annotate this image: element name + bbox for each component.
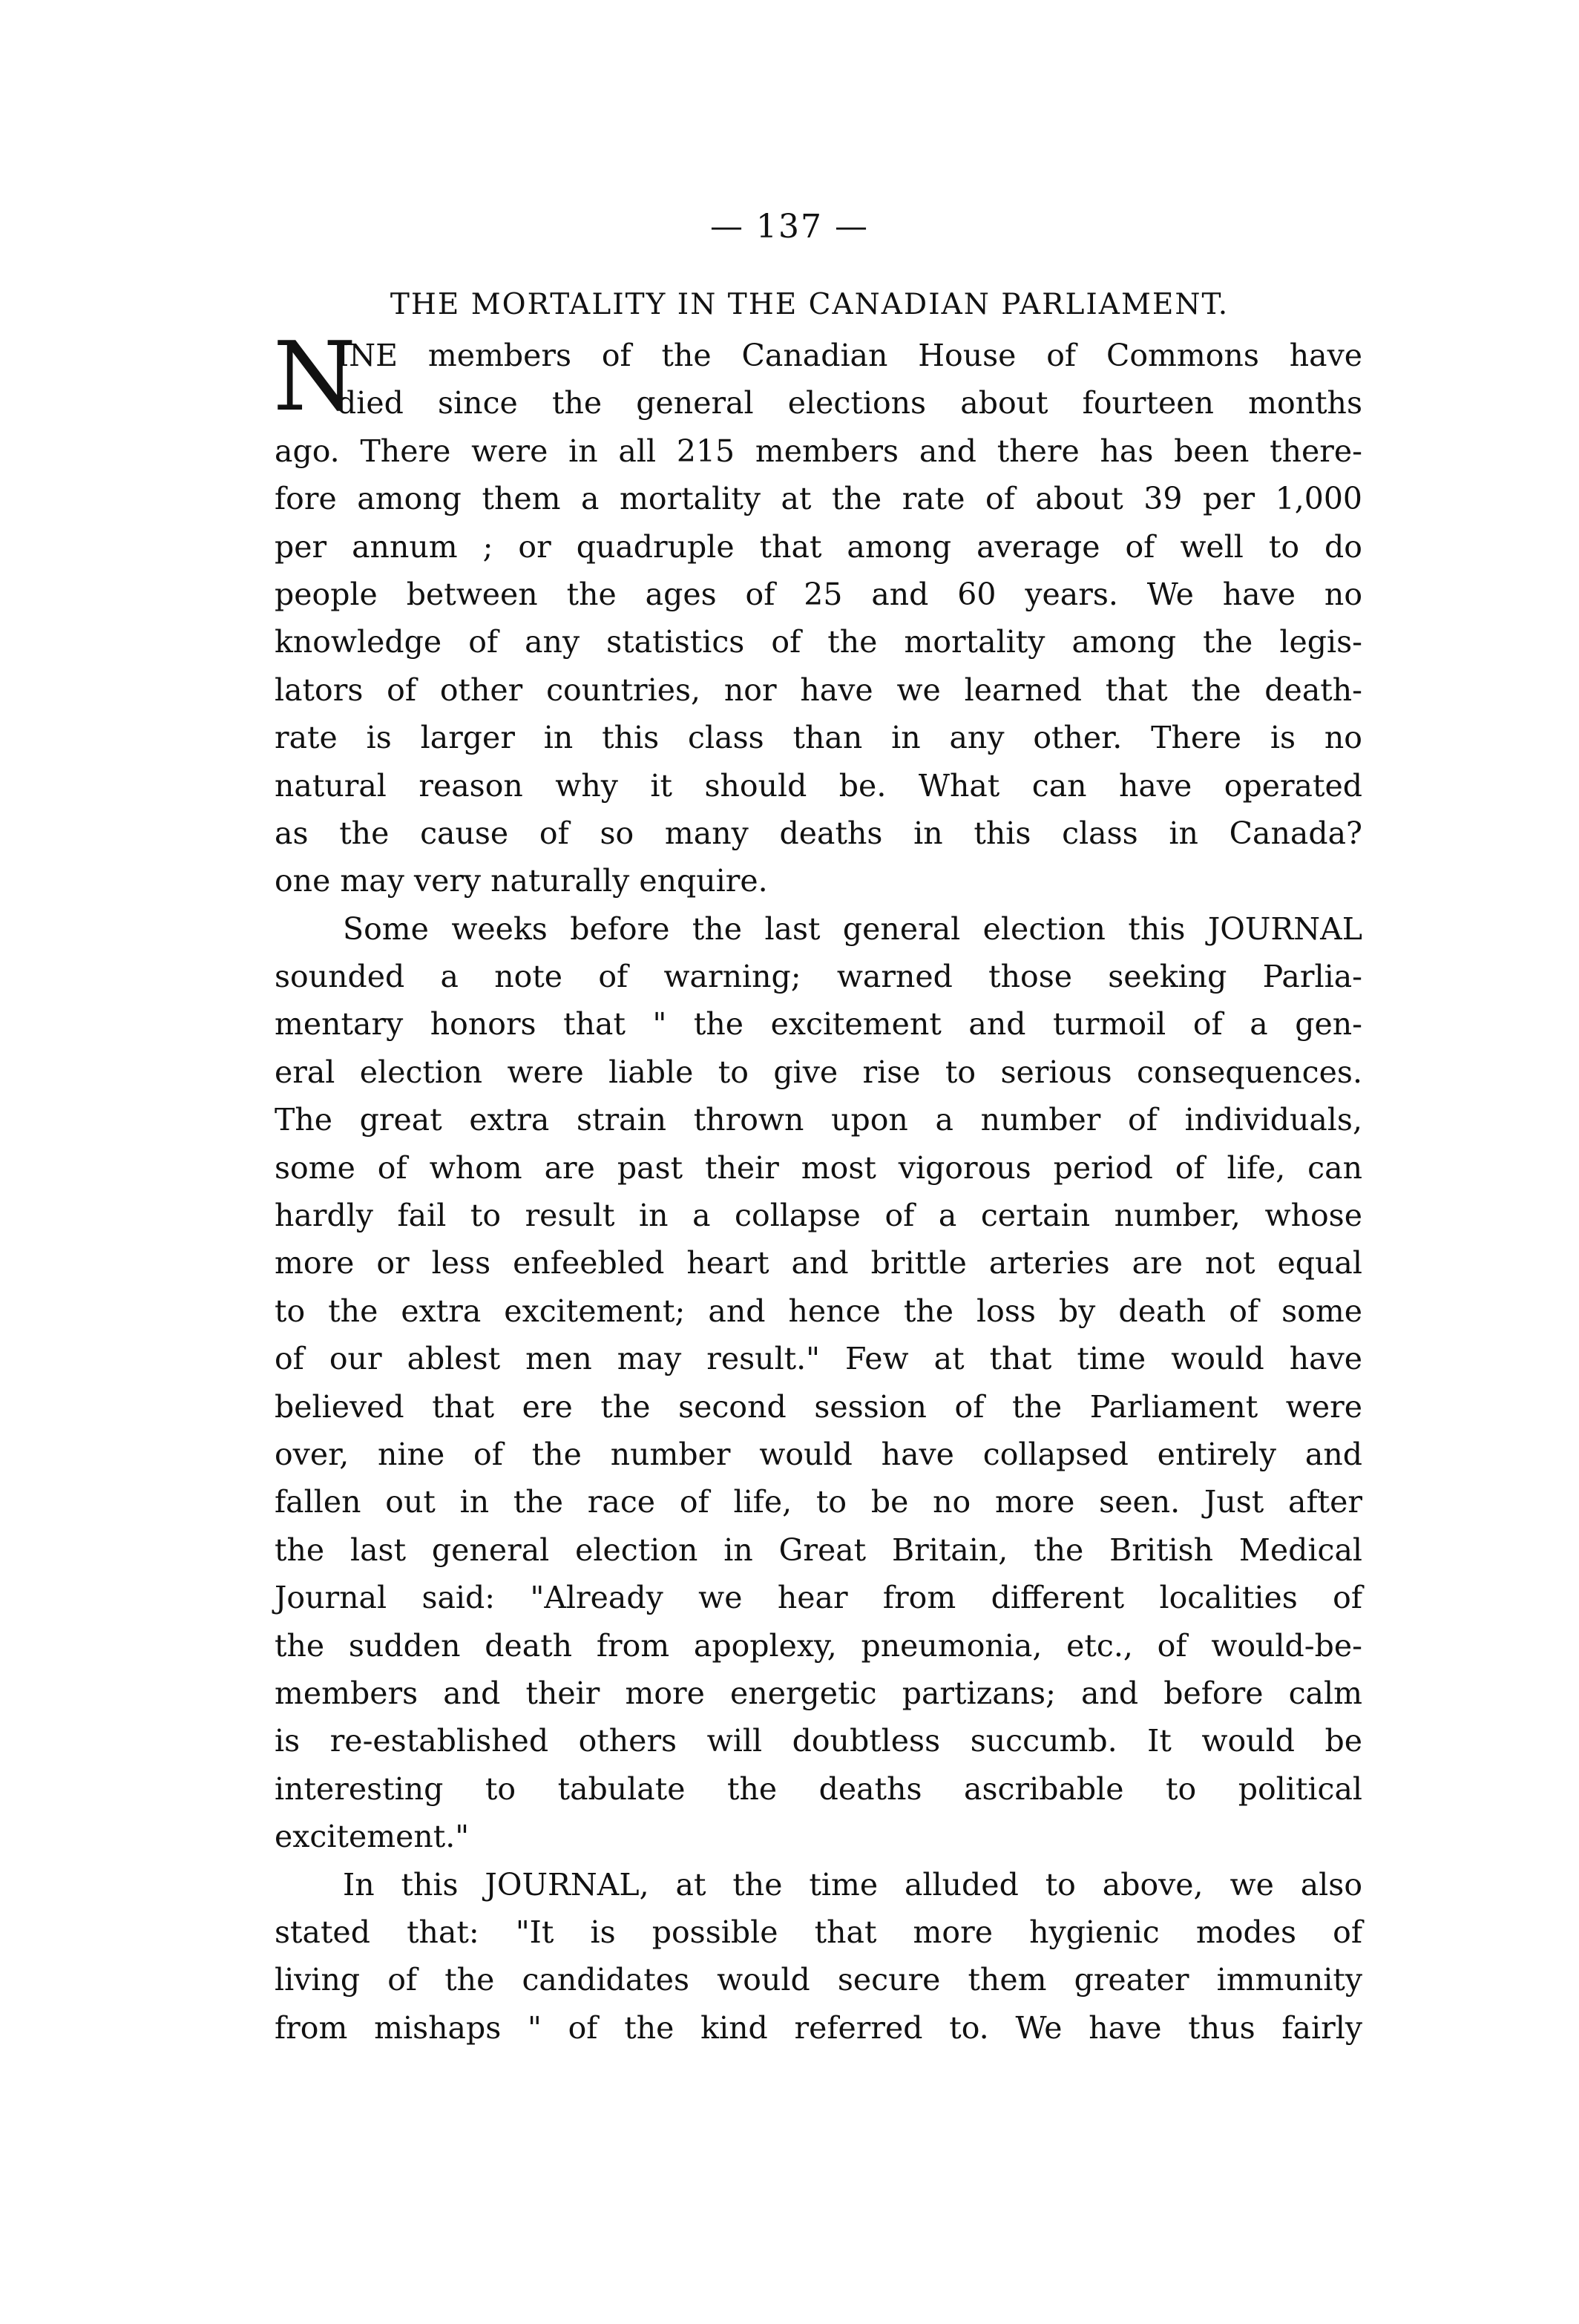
- drop-cap: N: [273, 322, 356, 433]
- text-line: from mishaps " of the kind referred to. We have thus fairly: [275, 2009, 1362, 2046]
- text-line: ago. There were in all 215 members and there has been there-: [275, 433, 1362, 469]
- text-line: the last general election in Great Britain, the British Medical: [275, 1532, 1362, 1568]
- text-line: interesting to tabulate the deaths ascribable to political: [275, 1770, 1362, 1807]
- text-line: more or less enfeebled heart and brittle arteries are not equal: [275, 1245, 1362, 1281]
- text-line: the sudden death from apoplexy, pneumonia, etc., of would-be-: [275, 1627, 1362, 1664]
- text-line: INE members of the Canadian House of Commons have: [337, 338, 1362, 373]
- text-line: per annum ; or quadruple that among average of well to do: [275, 528, 1362, 565]
- article-title: THE MORTALITY IN THE CANADIAN PARLIAMENT.: [390, 288, 1230, 321]
- text-line: some of whom are past their most vigorous period of life, can: [275, 1149, 1362, 1186]
- text-line: knowledge of any statistics of the mortality among the legis-: [275, 624, 1362, 660]
- text-line: as the cause of so many deaths in this class in Canada?: [275, 815, 1362, 851]
- text-line: rate is larger in this class than in any other. There is no: [275, 720, 1362, 756]
- text-line: excitement.": [275, 1819, 470, 1855]
- text-line: members and their more energetic partizans; and before calm: [275, 1675, 1362, 1711]
- text-line: fore among them a mortality at the rate of about 39 per 1,000: [275, 481, 1362, 517]
- article-body: [273, 322, 1362, 2052]
- text-line: hardly fail to result in a collapse of a certain number, whose: [275, 1198, 1362, 1234]
- text-line: died since the general elections about fourteen months: [337, 385, 1362, 421]
- text-line: eral election were liable to give rise to serious consequences.: [275, 1054, 1362, 1090]
- text-line: The great extra strain thrown upon a number of individuals,: [275, 1102, 1362, 1138]
- text-line: of our ablest men may result." Few at that time would have: [275, 1341, 1362, 1377]
- text-line: is re-established others will doubtless succumb. It would be: [275, 1723, 1362, 1759]
- page-number: — 137 —: [710, 208, 869, 246]
- text-line: people between the ages of 25 and 60 years. We have no: [275, 576, 1362, 612]
- text-line: to the extra excitement; and hence the loss by death of some: [275, 1293, 1362, 1329]
- text-line: natural reason why it should be. What can have operated: [275, 767, 1362, 804]
- text-line: In this JOURNAL, at the time alluded to above, we also: [343, 1866, 1362, 1903]
- text-line: lators of other countries, nor have we learned that the death-: [275, 672, 1362, 708]
- text-line: Some weeks before the last general election this JOURNAL: [343, 910, 1362, 947]
- text-line: mentary honors that " the excitement and turmoil of a gen-: [275, 1006, 1362, 1043]
- text-line: stated that: "It is possible that more hygienic modes of: [275, 1914, 1362, 1950]
- text-line: one may very naturally enquire.: [275, 863, 768, 899]
- text-line: believed that ere the second session of the Parliament were: [275, 1388, 1362, 1425]
- text-line: living of the candidates would secure them greater immunity: [275, 1962, 1362, 1998]
- text-line: sounded a note of warning; warned those seeking Parlia-: [275, 959, 1362, 995]
- text-line: Journal said: "Already we hear from different localities of: [275, 1580, 1362, 1616]
- text-line: fallen out in the race of life, to be no more seen. Just after: [275, 1484, 1362, 1520]
- text-line: over, nine of the number would have collapsed entirely and: [275, 1436, 1362, 1472]
